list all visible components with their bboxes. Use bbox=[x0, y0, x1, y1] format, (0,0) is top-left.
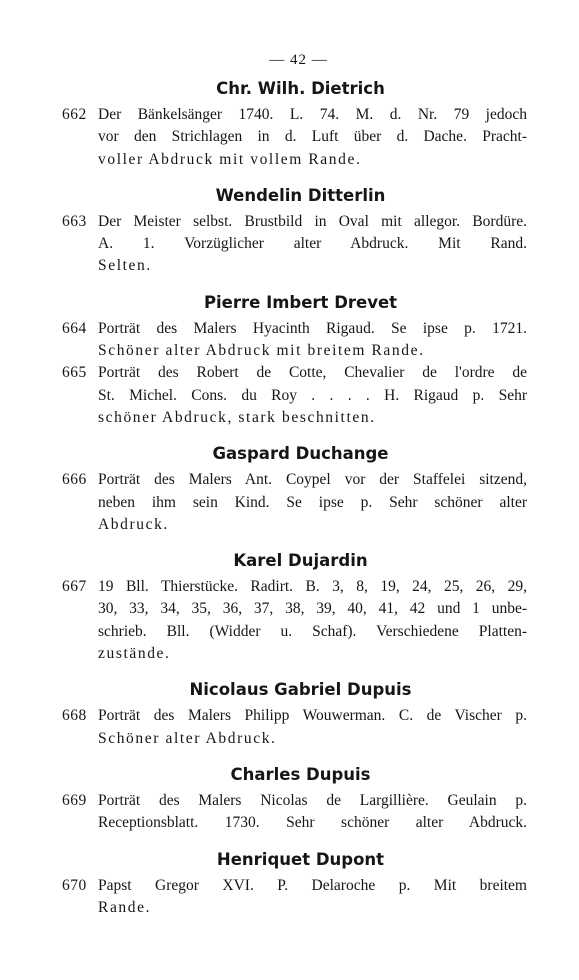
lot-number: 662 bbox=[62, 106, 87, 123]
lot-number: 666 bbox=[62, 471, 87, 489]
catalog-entry bbox=[62, 875, 527, 920]
entry-line: Porträt des Malers Ant. Coypel vor der Staffelei sitzend, bbox=[98, 471, 527, 489]
entry-line: vor den Strichlagen in d. Luft über d. Dache. Pracht- bbox=[98, 128, 527, 146]
entry-line: zustände. bbox=[98, 645, 171, 663]
entry-line: Schöner alter Abdruck. bbox=[98, 729, 277, 747]
artist-heading: Charles Dupuis bbox=[230, 764, 371, 784]
artist-section bbox=[62, 444, 527, 536]
entry-line: schrieb. Bll. (Widder u. Schaf). Verschiedene Platten- bbox=[98, 622, 527, 640]
entry-line: Rande. bbox=[98, 898, 152, 916]
catalog-entry bbox=[62, 790, 527, 835]
entry-line: 19 Bll. Thierstücke. Radirt. B. 3, 8, 19, 24, 25, 26, 29, bbox=[98, 578, 527, 596]
catalog-entry bbox=[62, 362, 527, 429]
catalog-entry bbox=[62, 211, 527, 278]
lot-number: 669 bbox=[62, 791, 87, 809]
artist-section bbox=[62, 79, 527, 171]
catalog-entry bbox=[62, 318, 527, 363]
entry-line: Der Bänkelsänger 1740. L. 74. M. d. Nr. 79 jedoch bbox=[98, 106, 527, 123]
catalog-entry bbox=[62, 469, 527, 536]
lot-number: 668 bbox=[62, 707, 87, 725]
artist-section bbox=[62, 293, 527, 429]
artist-heading: Wendelin Ditterlin bbox=[215, 185, 386, 205]
entry-line: Papst Gregor XVI. P. Delaroche p. Mit breitem bbox=[98, 876, 527, 894]
catalog-page bbox=[62, 52, 527, 934]
entry-line: schöner Abdruck, stark beschnitten. bbox=[98, 408, 376, 426]
entry-line: Receptionsblatt. 1730. Sehr schöner alter Abdruck. bbox=[98, 814, 527, 832]
artist-section bbox=[62, 850, 527, 920]
entry-line: 30, 33, 34, 35, 36, 37, 38, 39, 40, 41, 42 und 1 unbe- bbox=[98, 600, 527, 618]
page-number: — 42 — bbox=[269, 52, 328, 68]
artist-section bbox=[62, 551, 527, 665]
artist-heading: Pierre Imbert Drevet bbox=[203, 292, 398, 312]
entry-line: Schöner alter Abdruck mit breitem Rande. bbox=[98, 342, 425, 360]
entry-line: Abdruck. bbox=[98, 515, 169, 533]
lot-number: 664 bbox=[62, 319, 87, 337]
artist-section bbox=[62, 680, 527, 750]
artist-section bbox=[62, 765, 527, 835]
entry-line: voller Abdruck mit vollem Rande. bbox=[98, 150, 362, 168]
entry-line: St. Michel. Cons. du Roy . . . . H. Rigaud p. Sehr bbox=[98, 386, 527, 404]
artist-heading: Henriquet Dupont bbox=[216, 849, 385, 869]
entry-line: Porträt des Robert de Cotte, Chevalier de l'ordre de bbox=[98, 364, 527, 382]
entry-line: Selten. bbox=[98, 257, 152, 275]
artist-heading: Karel Dujardin bbox=[233, 551, 368, 571]
artist-heading: Chr. Wilh. Dietrich bbox=[216, 79, 385, 98]
lot-number: 663 bbox=[62, 212, 87, 230]
entry-line: A. 1. Vorzüglicher alter Abdruck. Mit Rand. bbox=[98, 235, 527, 253]
artist-heading: Gaspard Duchange bbox=[212, 444, 389, 464]
entry-line: Porträt des Malers Nicolas de Largillière. Geulain p. bbox=[98, 791, 527, 809]
entry-line: Der Meister selbst. Brustbild in Oval mit allegor. Bordüre. bbox=[98, 212, 527, 230]
entry-line: Porträt des Malers Hyacinth Rigaud. Se ipse p. 1721. bbox=[98, 319, 527, 337]
entry-line: Porträt des Malers Philipp Wouwerman. C. de Vischer p. bbox=[98, 707, 527, 725]
entry-line: neben ihm sein Kind. Se ipse p. Sehr schöner alter bbox=[98, 493, 527, 511]
lot-number: 665 bbox=[62, 364, 87, 382]
catalog-entry bbox=[62, 104, 527, 171]
lot-number: 670 bbox=[62, 876, 87, 894]
lot-number: 667 bbox=[62, 578, 87, 596]
catalog-entry bbox=[62, 576, 527, 665]
artist-heading: Nicolaus Gabriel Dupuis bbox=[189, 680, 412, 700]
catalog-entry bbox=[62, 705, 527, 750]
artist-section bbox=[62, 186, 527, 278]
